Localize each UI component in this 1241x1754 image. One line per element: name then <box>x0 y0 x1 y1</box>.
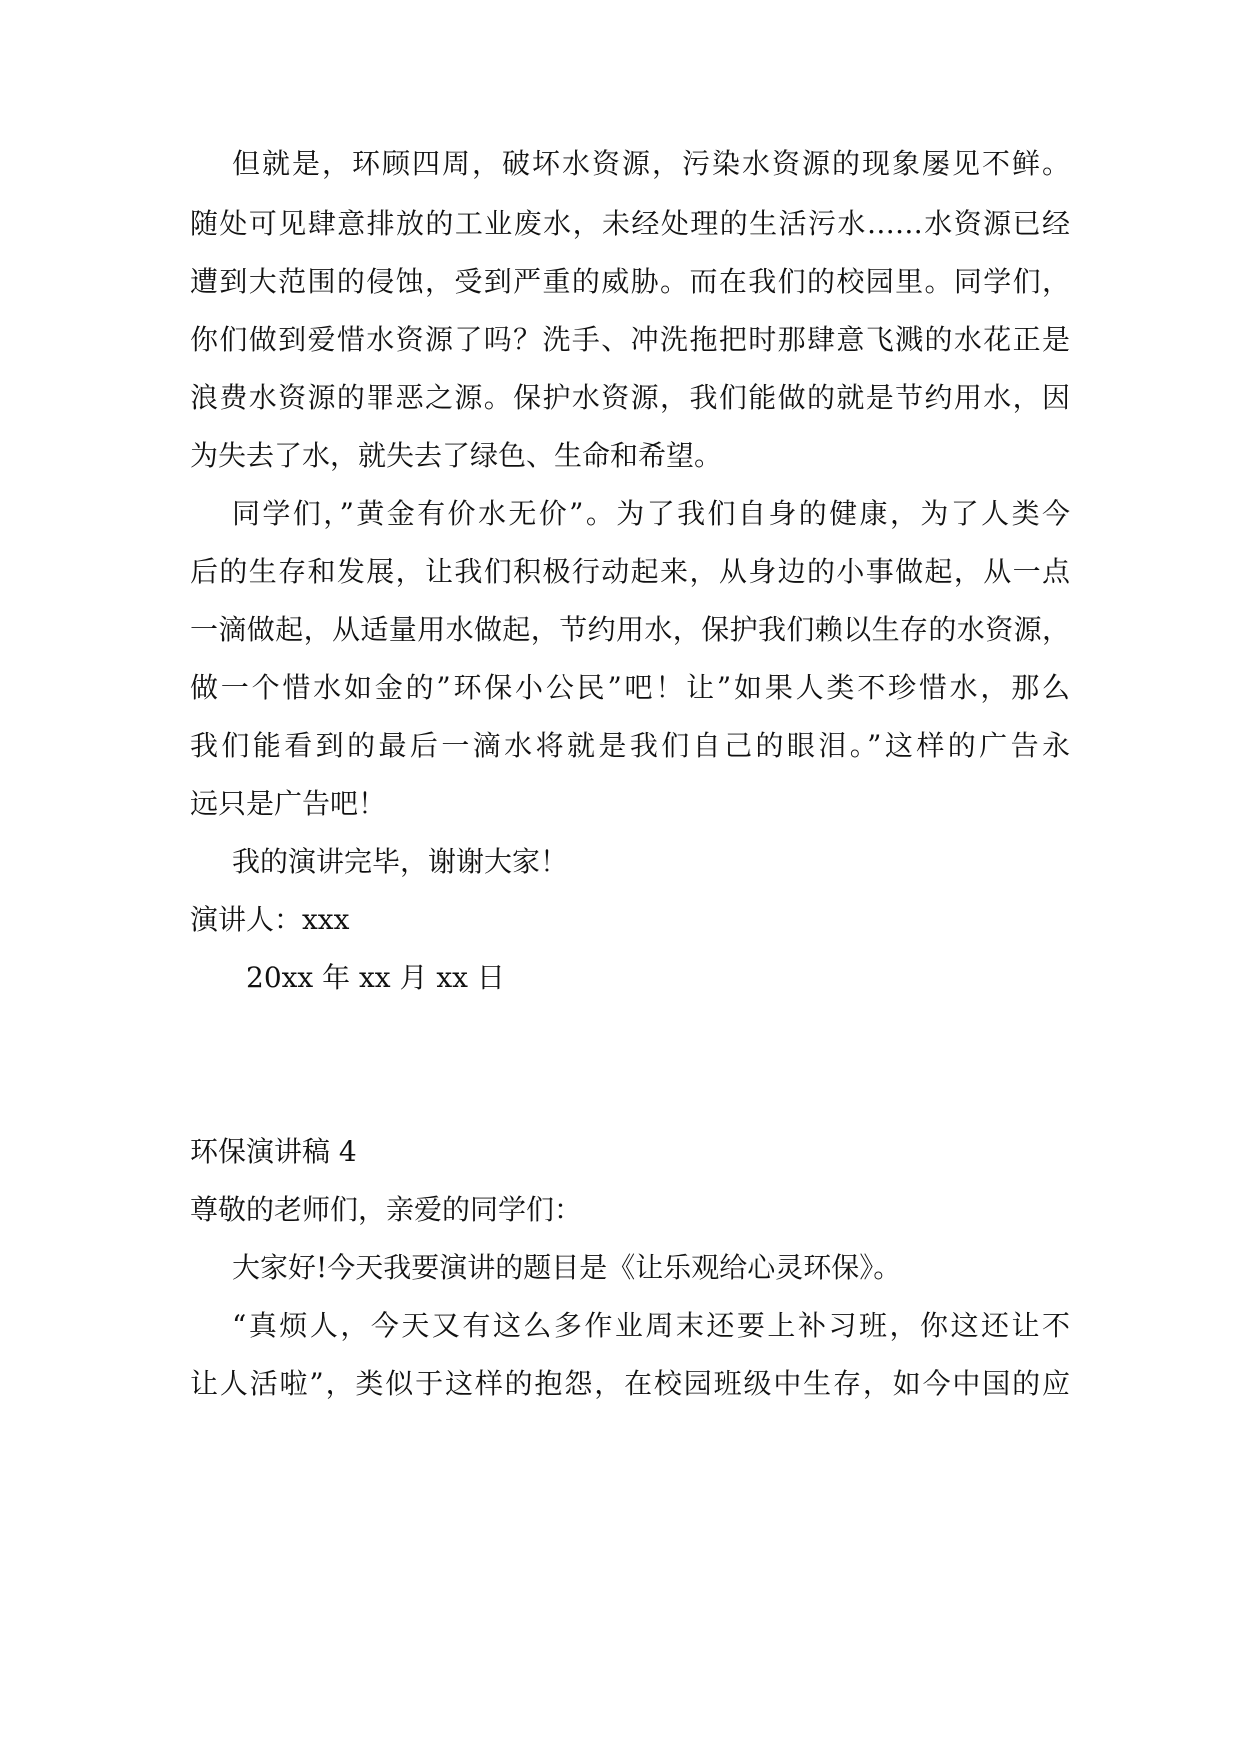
section-title: 环保演讲稿 4 <box>190 1135 357 1168</box>
paragraph-line: “真烦人，今天又有这么多作业周末还要上补习班，你这还让不 <box>232 1309 1070 1342</box>
paragraph-line: 我们能看到的最后一滴水将就是我们自己的眼泪。”这样的广告永 <box>190 729 1070 762</box>
paragraph-line: 随处可见肆意排放的工业废水，未经处理的生活污水……水资源已经 <box>190 207 1070 240</box>
paragraph-line: 后的生存和发展，让我们积极行动起来，从身边的小事做起，从一点 <box>190 555 1070 588</box>
closing-line: 我的演讲完毕，谢谢大家！ <box>232 845 569 878</box>
paragraph-line: 你们做到爱惜水资源了吗？洗手、冲洗拖把时那肆意飞溅的水花正是 <box>190 323 1070 356</box>
paragraph-line: 远只是广告吧！ <box>190 787 387 820</box>
paragraph-line: 遭到大范围的侵蚀，受到严重的威胁。而在我们的校园里。同学们， <box>190 265 1070 298</box>
paragraph-line: 但就是，环顾四周，破坏水资源，污染水资源的现象屡见不鲜。 <box>232 147 1070 180</box>
salutation-line: 尊敬的老师们，亲爱的同学们： <box>190 1193 583 1226</box>
paragraph-line: 浪费水资源的罪恶之源。保护水资源，我们能做的就是节约用水，因 <box>190 381 1070 414</box>
paragraph-line: 同学们，”黄金有价水无价”。为了我们自身的健康，为了人类今 <box>232 497 1070 530</box>
paragraph-line: 一滴做起，从适量用水做起，节约用水，保护我们赖以生存的水资源， <box>190 613 1070 646</box>
paragraph-line: 做一个惜水如金的”环保小公民”吧！让”如果人类不珍惜水，那么 <box>190 671 1070 704</box>
speaker-line: 演讲人：xxx <box>190 903 350 936</box>
paragraph-line: 为失去了水，就失去了绿色、生命和希望。 <box>190 439 723 472</box>
paragraph-line: 大家好!今天我要演讲的题目是《让乐观给心灵环保》。 <box>232 1251 902 1284</box>
paragraph-line: 让人活啦”，类似于这样的抱怨，在校园班级中生存，如今中国的应 <box>190 1367 1070 1400</box>
date-line: 20xx 年 xx 月 xx 日 <box>246 961 505 994</box>
